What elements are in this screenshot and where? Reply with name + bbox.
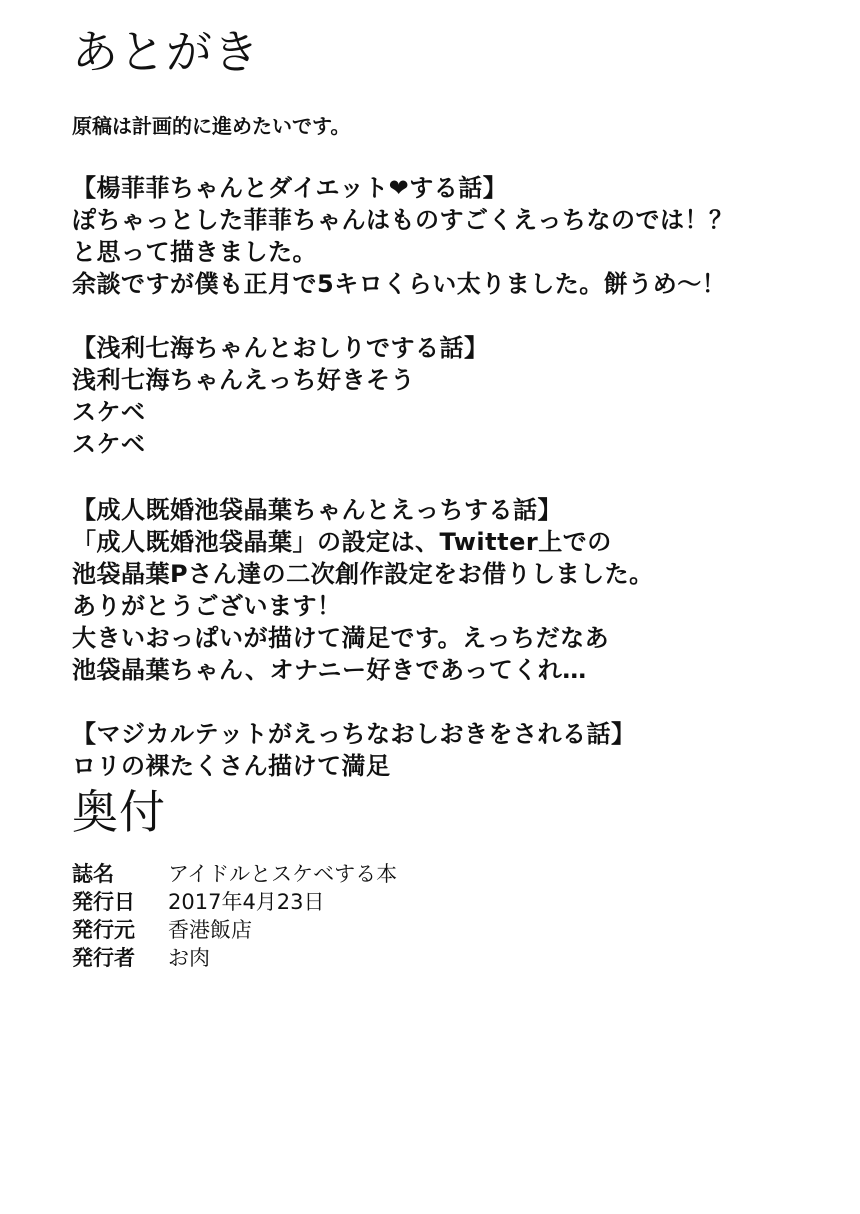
- colophon-value: 2017年4月23日: [168, 890, 325, 914]
- section-line: ありがとうございます！: [72, 592, 342, 620]
- section-heading: 【マジカルテットがえっちなおしおきをされる話】: [72, 720, 636, 748]
- section-heading: 【成人既婚池袋晶葉ちゃんとえっちする話】: [72, 496, 562, 524]
- section-line: 浅利七海ちゃんえっち好きそう: [72, 366, 415, 394]
- colophon-title: 奥付: [72, 785, 166, 839]
- section-heading: 【浅利七海ちゃんとおしりでする話】: [72, 334, 489, 362]
- colophon-value: アイドルとスケベする本: [168, 862, 398, 886]
- section-line: ロリの裸たくさん描けて満足: [72, 752, 391, 780]
- colophon-value: 香港飯店: [168, 918, 252, 942]
- section-line: と思って描きました。: [72, 238, 317, 266]
- colophon-key: 発行元: [72, 918, 135, 942]
- section-line: 池袋晶葉Pさん達の二次創作設定をお借りしました。: [72, 560, 654, 588]
- colophon-key: 誌名: [72, 862, 114, 886]
- section-line: 余談ですが僕も正月で5キロくらい太りました。餅うめ〜！: [72, 270, 727, 298]
- section-line: ぽちゃっとした菲菲ちゃんはものすごくえっちなのでは！？: [72, 206, 734, 234]
- section-line: 「成人既婚池袋晶葉」の設定は、Twitter上での: [72, 528, 612, 556]
- colophon-key: 発行者: [72, 946, 135, 970]
- afterword-intro: 原稿は計画的に進めたいです。: [72, 114, 351, 138]
- colophon-value: お肉: [168, 946, 210, 970]
- section-line: スケベ: [72, 398, 146, 426]
- section-line: 池袋晶葉ちゃん、オナニー好きであってくれ…: [72, 656, 587, 684]
- section-line: 大きいおっぱいが描けて満足です。えっちだなあ: [72, 624, 610, 652]
- section-line: スケベ: [72, 430, 146, 458]
- colophon-key: 発行日: [72, 890, 135, 914]
- afterword-title: あとがき: [72, 25, 260, 79]
- section-heading: 【楊菲菲ちゃんとダイエット❤する話】: [72, 174, 508, 202]
